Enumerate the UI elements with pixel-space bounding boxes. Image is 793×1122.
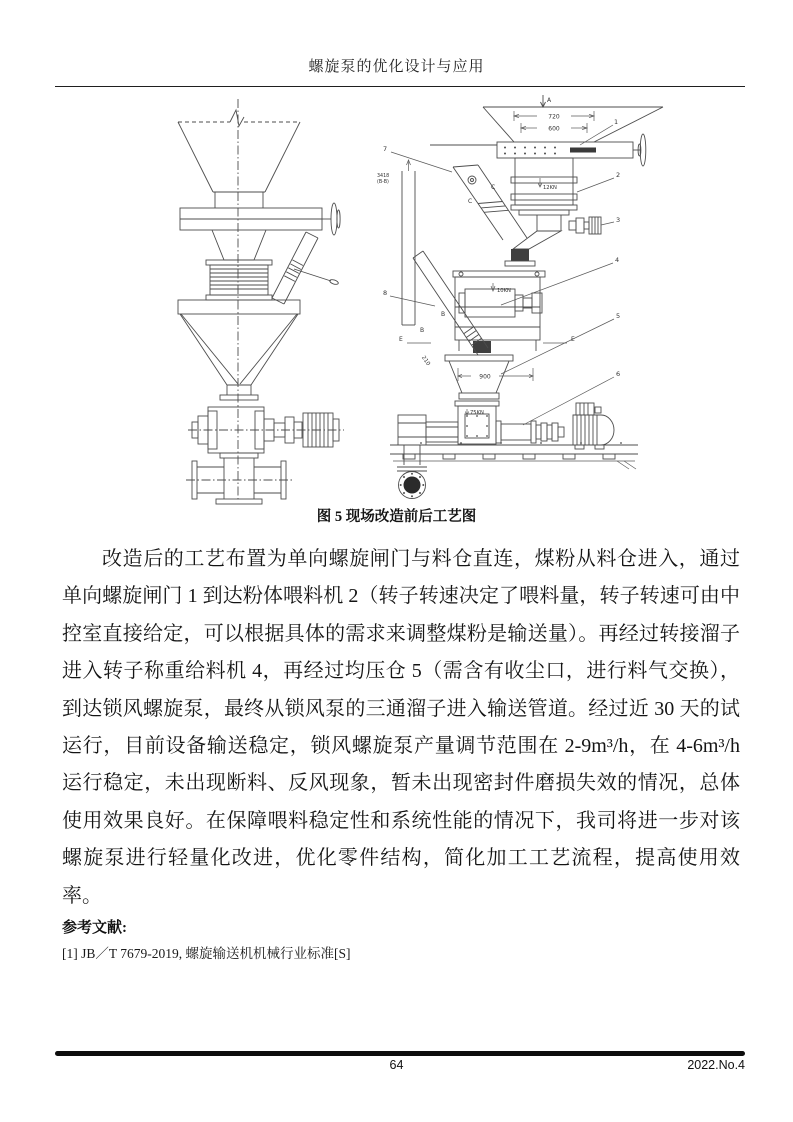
section-a-label: A — [547, 97, 552, 104]
force-75kn-label: 75KN — [470, 410, 484, 416]
page-number: 64 — [389, 1058, 404, 1072]
callout-3: 3 — [616, 216, 621, 224]
body-paragraph: 改造后的工艺布置为单向螺旋闸门与料仓直连，煤粉从料仓进入，通过单向螺旋闸门 1 到达粉体喂料机 2（转子转速决定了喂料量，转子转速可由中控室直接给定，可以根据具体的需求来调整煤粉是输送量）。再经过转接溜子进入转子称重给料机 4，再经过均压仓 5（需含有收尘口，进行料气交换），到达锁风螺旋泵，最终从锁风泵的三通溜子进入输送管道。经过近 30 天的试运行，目前设备输送稳定，锁风螺旋泵产量调节范围在 2-9m³/h，在 4-6m³/h 运行稳定，未出现断料、反风现象，暂未出现密封件磨损失效的情况，总体使用效果良好。在保障喂料稳定性和系统性能的情况下，我司将进一步对该螺旋泵进行轻量化改进，优化零件结构，简化加工工艺流程，提高使用效率。 — [62, 548, 740, 907]
callout-1: 1 — [614, 118, 619, 126]
callout-5: 5 — [616, 312, 621, 320]
dim-210-label: 210 — [420, 355, 431, 368]
section-c-marker: C — [468, 198, 473, 205]
dim-900-label: 900 — [479, 373, 491, 381]
force-10kn-label: 10KN — [497, 288, 511, 294]
figure-caption: 图 5 现场改造前后工艺图 — [316, 509, 477, 525]
section-c-marker: C — [491, 184, 496, 191]
diagram-after-modification — [373, 93, 755, 503]
section-bb-label: (B-B) — [377, 180, 389, 185]
before-lineart — [178, 99, 344, 504]
level-e-marker: E — [571, 336, 575, 343]
force-12kn-label: 12KN — [543, 185, 557, 191]
section-b-marker: B — [420, 327, 425, 334]
before-diagram-svg — [148, 95, 380, 507]
callout-7: 7 — [383, 145, 388, 153]
callout-8: 8 — [383, 289, 388, 297]
issue-label: 2022.No.4 — [687, 1058, 745, 1072]
elev-3418-label: 3418 — [377, 174, 390, 179]
diagram-before-modification — [148, 95, 380, 507]
after-lineart — [390, 95, 663, 499]
after-diagram-svg — [373, 93, 755, 503]
section-b-marker: B — [441, 311, 446, 318]
callout-2: 2 — [616, 171, 621, 179]
callout-4: 4 — [615, 256, 620, 264]
reference-item: [1] JB／T 7679-2019, 螺旋输送机机械行业标准[S] — [62, 946, 351, 961]
references-heading: 参考文献: — [62, 920, 127, 936]
footer-divider-bar — [55, 1051, 745, 1056]
header-divider — [55, 86, 745, 87]
level-e-marker: E — [399, 336, 403, 343]
dim-600-label: 600 — [548, 125, 560, 133]
page-title: 螺旋泵的优化设计与应用 — [308, 59, 485, 75]
callout-6: 6 — [616, 370, 621, 378]
dim-720-label: 720 — [548, 113, 560, 121]
figure-5 — [0, 93, 793, 505]
